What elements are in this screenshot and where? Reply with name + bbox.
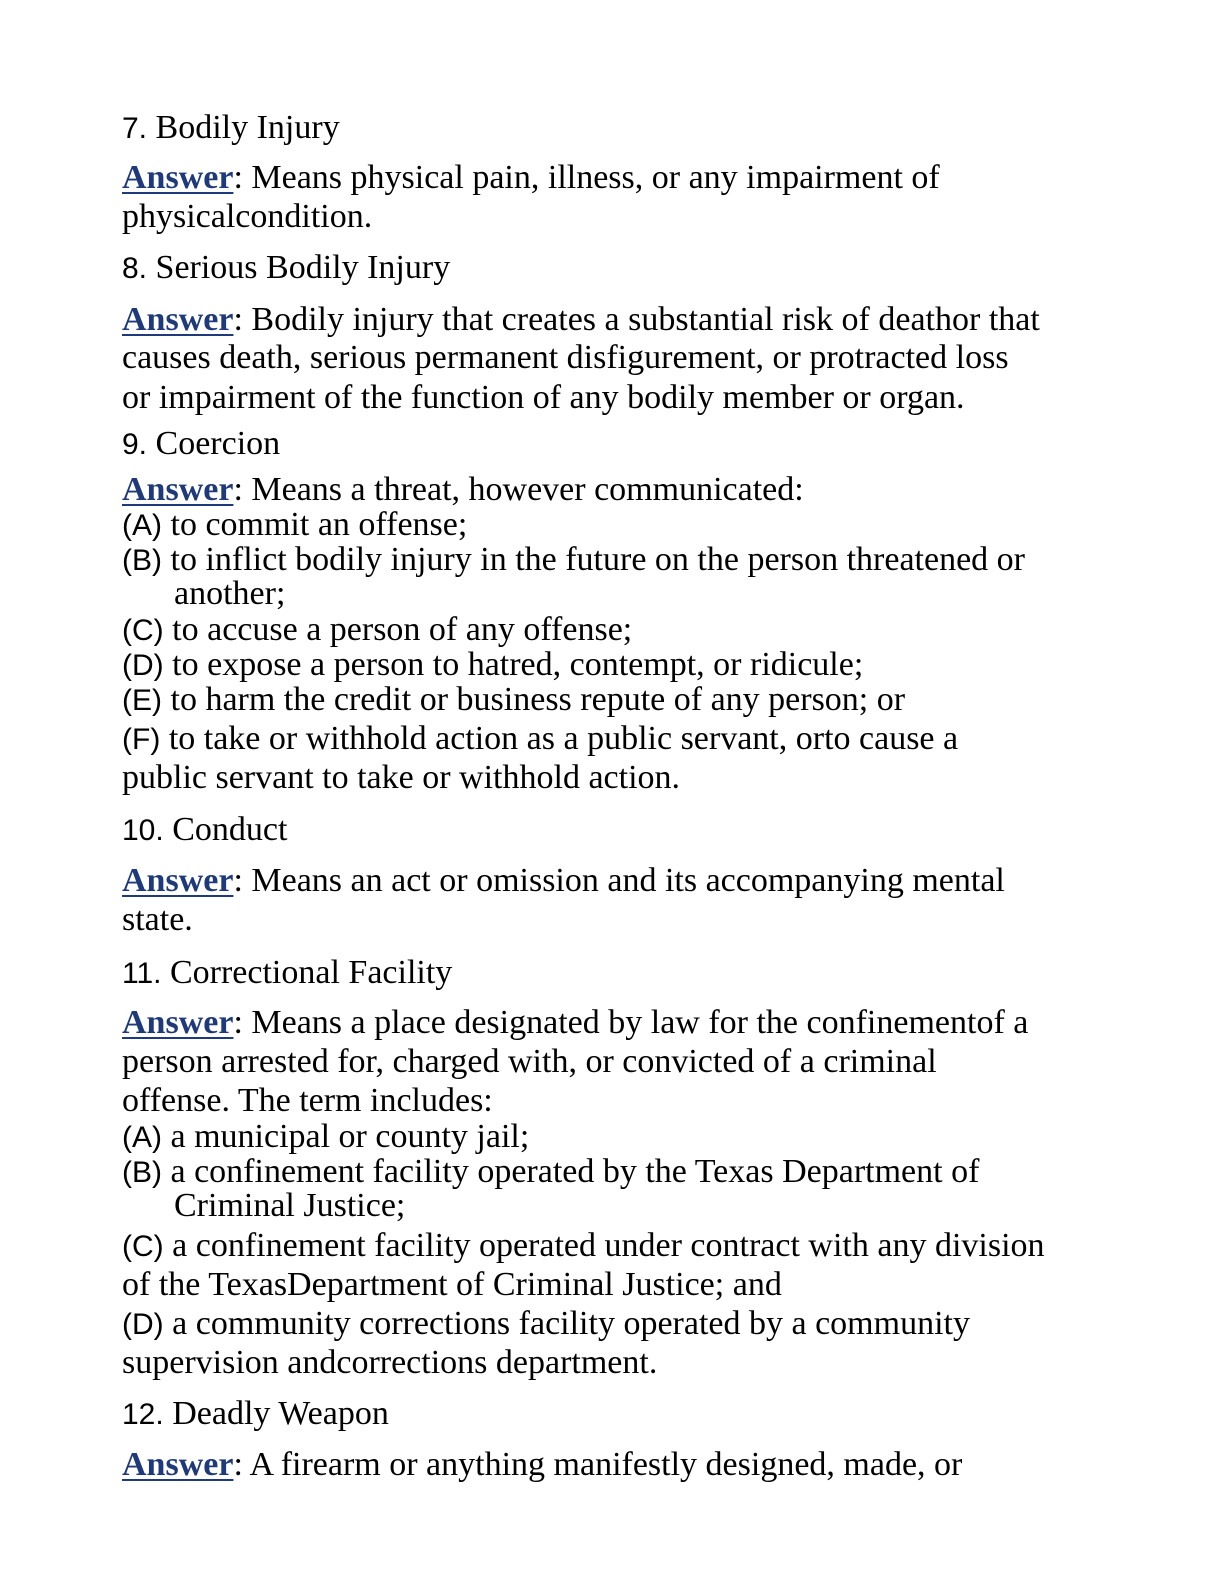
term: Serious Bodily Injury (155, 249, 451, 286)
answer-label: Answer (122, 862, 234, 899)
answer-label: Answer (122, 159, 234, 196)
list-label: (A) (122, 509, 162, 542)
list-text: a community corrections facility operated by a community (172, 1305, 970, 1342)
answer-label: Answer (122, 1004, 234, 1041)
answer-text: Means an act or omission and its accompanying mental (251, 862, 1005, 899)
list-text: another; (174, 575, 286, 612)
answer-text: or impairment of the function of any bodily member or organ. (122, 379, 965, 416)
answer-text: Means a threat, however communicated: (251, 471, 804, 508)
answer-text: state. (122, 901, 193, 938)
list-label: (F) (122, 723, 161, 756)
list-text: to accuse a person of any offense; (172, 611, 633, 648)
list-text: a confinement facility operated under contract with any division (172, 1227, 1045, 1264)
list-text: to expose a person to hatred, contempt, or ridicule; (172, 646, 864, 683)
item-11-heading (122, 953, 452, 994)
item-number: 7. (122, 112, 148, 145)
item-number: 10. (122, 814, 164, 847)
list-text: to inflict bodily injury in the future on the person threatened or (170, 541, 1025, 578)
item-number: 8. (122, 252, 148, 285)
item-9-answer: Answer: Means a threat, however communicated: (122, 471, 804, 508)
answer-text: offense. The term includes: (122, 1082, 493, 1119)
answer-text: causes death, serious permanent disfigurement, or protracted loss (122, 339, 1009, 376)
item-8-heading (122, 248, 450, 289)
answer-text: person arrested for, charged with, or convicted of a criminal (122, 1043, 937, 1080)
item-7-answer: Answer: Means physical pain, illness, or any impairment of (122, 159, 940, 196)
term: Coercion (155, 425, 281, 462)
item-12-answer: Answer: A firearm or anything manifestly designed, made, or (122, 1446, 963, 1483)
answer-text: Bodily injury that creates a substantial risk of deathor that (251, 301, 1040, 338)
answer-text: physicalcondition. (122, 198, 373, 235)
list-item (122, 680, 905, 721)
list-text: to take or withhold action as a public servant, orto cause a (168, 720, 959, 757)
list-text: Criminal Justice; (174, 1187, 406, 1224)
item-number: 9. (122, 428, 148, 461)
item-number: 12. (122, 1398, 164, 1431)
term: Correctional Facility (169, 954, 453, 991)
list-item (122, 1304, 970, 1345)
list-text: supervision andcorrections department. (122, 1344, 658, 1381)
item-8-answer: Answer: Bodily injury that creates a substantial risk of deathor that (122, 301, 1040, 338)
item-number: 11. (122, 957, 162, 990)
list-text: to commit an offense; (170, 506, 468, 543)
list-text: of the TexasDepartment of Criminal Justice; and (122, 1266, 782, 1303)
item-12-heading (122, 1394, 389, 1435)
list-text: to harm the credit or business repute of any person; or (170, 681, 906, 718)
list-label: (C) (122, 614, 164, 647)
term: Conduct (172, 811, 288, 848)
item-9-heading (122, 424, 280, 465)
list-item (122, 719, 958, 760)
answer-text: Means physical pain, illness, or any impairment of (251, 159, 940, 196)
answer-text: Means a place designated by law for the confinementof a (251, 1004, 1029, 1041)
answer-label: Answer (122, 1446, 234, 1483)
item-7-heading (122, 108, 340, 149)
item-10-answer: Answer: Means an act or omission and its accompanying mental (122, 862, 1005, 899)
list-label: (B) (122, 544, 162, 577)
list-label: (C) (122, 1230, 164, 1263)
list-text: a municipal or county jail; (170, 1118, 530, 1155)
list-label: (A) (122, 1121, 162, 1154)
list-label: (E) (122, 684, 162, 717)
answer-text: A firearm or anything manifestly designed, made, or (249, 1446, 963, 1483)
item-11-answer: Answer: Means a place designated by law for the confinementof a (122, 1004, 1029, 1041)
list-text: a confinement facility operated by the Texas Department of (170, 1153, 980, 1190)
answer-label: Answer (122, 301, 234, 338)
item-10-heading (122, 810, 287, 851)
list-label: (D) (122, 649, 164, 682)
list-label: (D) (122, 1308, 164, 1341)
list-label: (B) (122, 1156, 162, 1189)
list-item (122, 1226, 1045, 1267)
term: Deadly Weapon (172, 1395, 389, 1432)
answer-label: Answer (122, 471, 234, 508)
term: Bodily Injury (155, 109, 340, 146)
list-text: public servant to take or withhold action. (122, 759, 681, 796)
